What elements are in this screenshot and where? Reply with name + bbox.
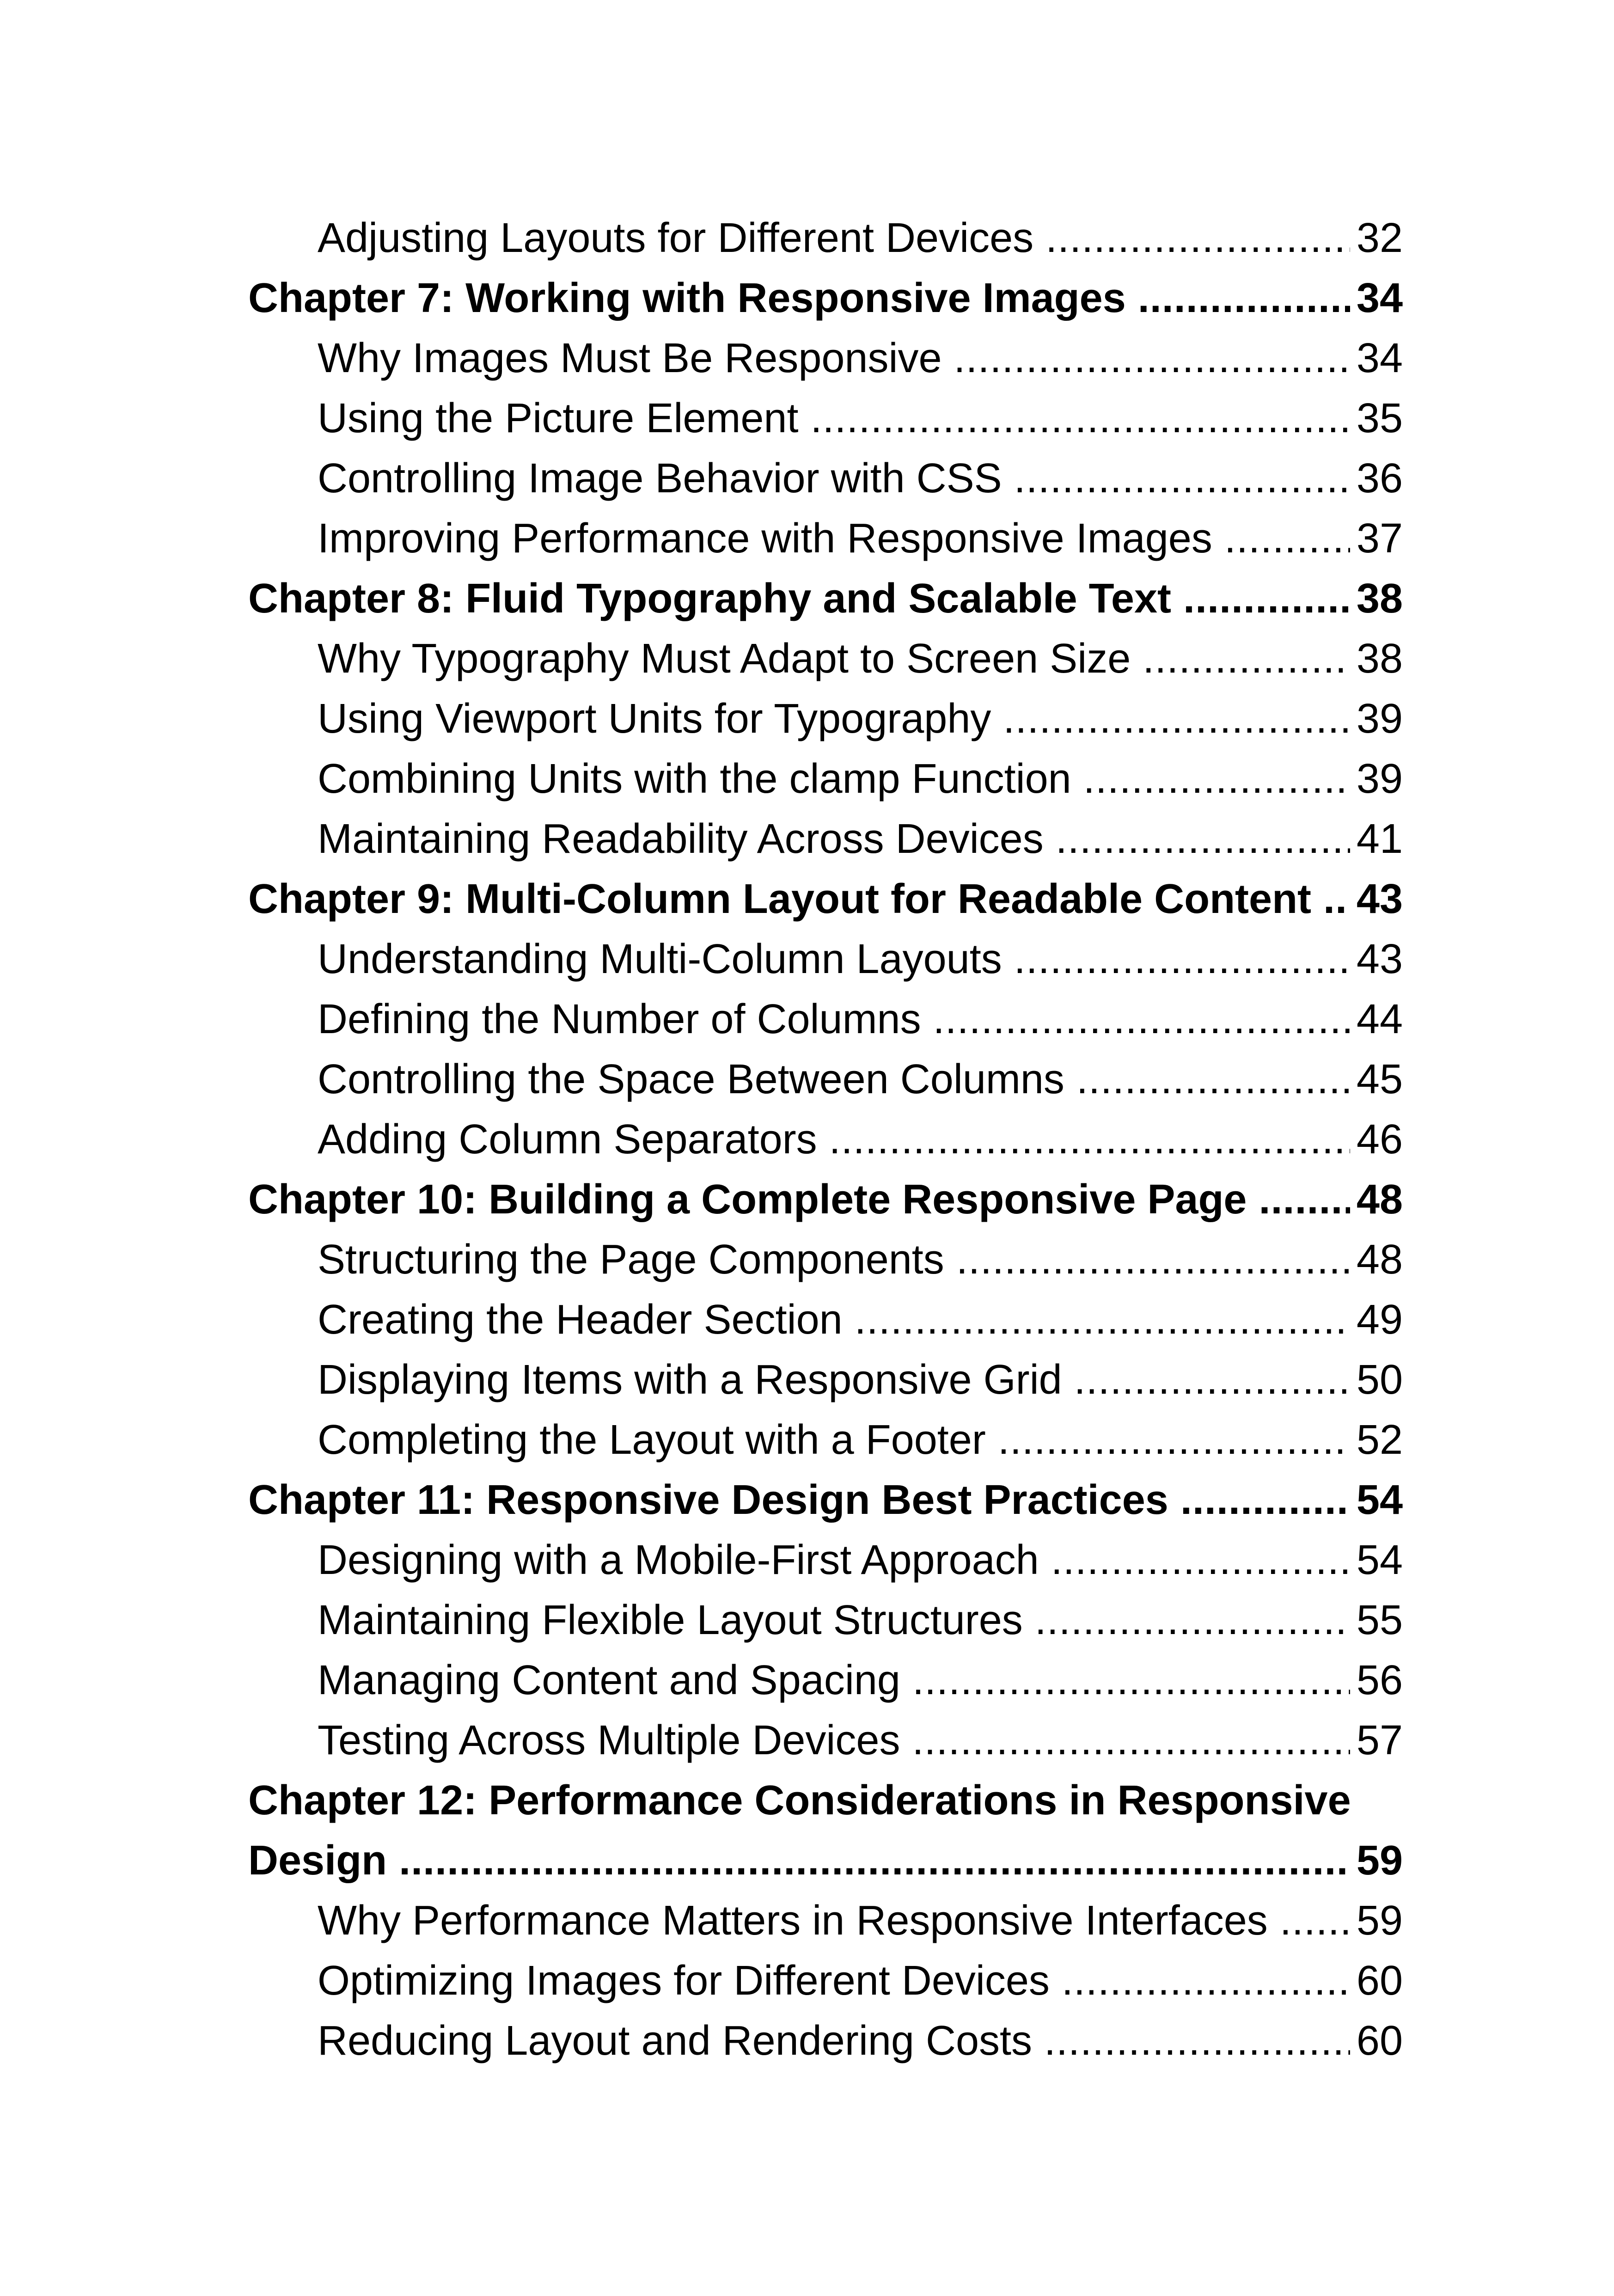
- toc-section-entry[interactable]: [248, 689, 1403, 749]
- toc-section-entry[interactable]: [248, 328, 1403, 388]
- toc-section-entry[interactable]: [248, 749, 1403, 809]
- toc-entry-title: Chapter 9: Multi-Column Layout for Readable Content .....: [248, 869, 1350, 929]
- toc-page-number: 36: [1356, 455, 1403, 502]
- toc-page-number: 45: [1356, 1056, 1403, 1102]
- toc-entry-title: Adjusting Layouts for Different Devices .....: [318, 208, 1350, 268]
- toc-chapter-entry[interactable]: [248, 1169, 1403, 1230]
- toc-chapter-entry[interactable]: [248, 1470, 1403, 1530]
- toc-page-number: 43: [1356, 876, 1403, 922]
- toc-entry-title: Chapter 12: Performance Considerations in Responsive: [248, 1777, 1351, 1824]
- toc-section-entry[interactable]: [248, 629, 1403, 689]
- toc-page-number: 54: [1356, 1477, 1403, 1523]
- toc-chapter-entry[interactable]: [248, 869, 1403, 929]
- toc-entry-title: Design .....: [248, 1831, 1350, 1891]
- toc-entry-title: Completing the Layout with a Footer .....: [318, 1410, 1350, 1470]
- toc-entry-title: Improving Performance with Responsive Images .....: [318, 508, 1350, 569]
- toc-section-entry[interactable]: [248, 989, 1403, 1049]
- toc-page-number: 34: [1356, 275, 1403, 321]
- toc-section-entry[interactable]: [248, 1951, 1403, 2011]
- toc-page-number: 38: [1356, 576, 1403, 622]
- toc-section-entry[interactable]: [248, 1410, 1403, 1470]
- toc-section-entry[interactable]: [248, 388, 1403, 448]
- toc-entry-title: Chapter 7: Working with Responsive Images .....: [248, 268, 1350, 328]
- toc-section-entry[interactable]: [248, 1350, 1403, 1410]
- toc-page-number: 39: [1356, 756, 1403, 802]
- toc-page-number: 39: [1356, 696, 1403, 742]
- toc-section-entry[interactable]: [248, 1891, 1403, 1951]
- toc-entry-title: Maintaining Flexible Layout Structures .....: [318, 1590, 1350, 1650]
- toc-section-entry[interactable]: [248, 1230, 1403, 1290]
- toc-page-number: 48: [1356, 1176, 1403, 1223]
- toc-section-entry[interactable]: [248, 929, 1403, 989]
- toc-entry-title: Why Images Must Be Responsive .....: [318, 328, 1350, 388]
- toc-section-entry[interactable]: [248, 1650, 1403, 1710]
- toc-page-number: 60: [1356, 2018, 1403, 2064]
- toc-entry-title: Displaying Items with a Responsive Grid .....: [318, 1350, 1350, 1410]
- toc-entry-title: Creating the Header Section .....: [318, 1290, 1350, 1350]
- toc-page-number: 34: [1356, 335, 1403, 381]
- toc-page-number: 57: [1356, 1717, 1403, 1763]
- toc-page-number: 56: [1356, 1657, 1403, 1703]
- toc-entry-title: Testing Across Multiple Devices .....: [318, 1710, 1350, 1770]
- toc-entry-title: Maintaining Readability Across Devices .....: [318, 809, 1350, 869]
- toc-entry-title: Adding Column Separators .....: [318, 1109, 1350, 1169]
- toc-entry-title: Combining Units with the clamp Function .....: [318, 749, 1350, 809]
- toc-chapter-entry[interactable]: [248, 268, 1403, 328]
- toc-section-entry[interactable]: [248, 1530, 1403, 1590]
- toc-entry-title: Reducing Layout and Rendering Costs .....: [318, 2011, 1350, 2071]
- toc-section-entry[interactable]: [248, 1590, 1403, 1650]
- toc-page-number: 60: [1356, 1958, 1403, 2004]
- toc-page-number: 59: [1356, 1898, 1403, 1944]
- toc-section-entry[interactable]: [248, 208, 1403, 268]
- toc-page-number: 49: [1356, 1297, 1403, 1343]
- toc-section-entry[interactable]: [248, 1290, 1403, 1350]
- toc-page-number: 35: [1356, 395, 1403, 441]
- toc-entry-title: Structuring the Page Components .....: [318, 1230, 1350, 1290]
- toc-entry-title: Why Performance Matters in Responsive Interfaces .....: [318, 1891, 1350, 1951]
- toc-page-number: 43: [1356, 936, 1403, 982]
- toc-entry-title: Using Viewport Units for Typography .....: [318, 689, 1350, 749]
- toc-entry-title: Chapter 10: Building a Complete Responsive Page .....: [248, 1169, 1350, 1230]
- toc-page-number: 38: [1356, 636, 1403, 682]
- toc-section-entry[interactable]: [248, 809, 1403, 869]
- toc-page-number: 52: [1356, 1417, 1403, 1463]
- toc-section-entry[interactable]: [248, 1049, 1403, 1109]
- toc-section-entry[interactable]: [248, 2011, 1403, 2071]
- table-of-contents: [248, 208, 1403, 2071]
- toc-page-number: 48: [1356, 1237, 1403, 1283]
- toc-page-number: 46: [1356, 1116, 1403, 1163]
- toc-page-number: 32: [1356, 215, 1403, 261]
- toc-entry-title: Understanding Multi-Column Layouts .....: [318, 929, 1350, 989]
- toc-section-entry[interactable]: [248, 448, 1403, 508]
- toc-section-entry[interactable]: [248, 508, 1403, 569]
- toc-chapter-entry[interactable]: [248, 1770, 1403, 1891]
- toc-page-number: 37: [1356, 515, 1403, 562]
- toc-section-entry[interactable]: [248, 1109, 1403, 1169]
- toc-page-number: 44: [1356, 996, 1403, 1042]
- toc-entry-title: Managing Content and Spacing .....: [318, 1650, 1350, 1710]
- toc-section-entry[interactable]: [248, 1710, 1403, 1770]
- toc-entry-title: Controlling Image Behavior with CSS .....: [318, 448, 1350, 508]
- toc-entry-title: Defining the Number of Columns .....: [318, 989, 1350, 1049]
- toc-page-number: 50: [1356, 1357, 1403, 1403]
- toc-page-number: 54: [1356, 1537, 1403, 1583]
- toc-entry-title-continuation: [248, 1831, 1403, 1891]
- toc-chapter-entry[interactable]: [248, 569, 1403, 629]
- toc-page-number: 41: [1356, 816, 1403, 862]
- toc-entry-title: Optimizing Images for Different Devices .....: [318, 1951, 1350, 2011]
- toc-entry-title: Chapter 8: Fluid Typography and Scalable Text .....: [248, 569, 1350, 629]
- toc-entry-title: Controlling the Space Between Columns .....: [318, 1049, 1350, 1109]
- toc-entry-title: Designing with a Mobile-First Approach .....: [318, 1530, 1350, 1590]
- toc-page-number: 59: [1356, 1837, 1403, 1884]
- toc-entry-title: Why Typography Must Adapt to Screen Size .....: [318, 629, 1350, 689]
- toc-page-number: 55: [1356, 1597, 1403, 1643]
- toc-entry-title: Using the Picture Element .....: [318, 388, 1350, 448]
- toc-entry-title: Chapter 11: Responsive Design Best Practices .....: [248, 1470, 1350, 1530]
